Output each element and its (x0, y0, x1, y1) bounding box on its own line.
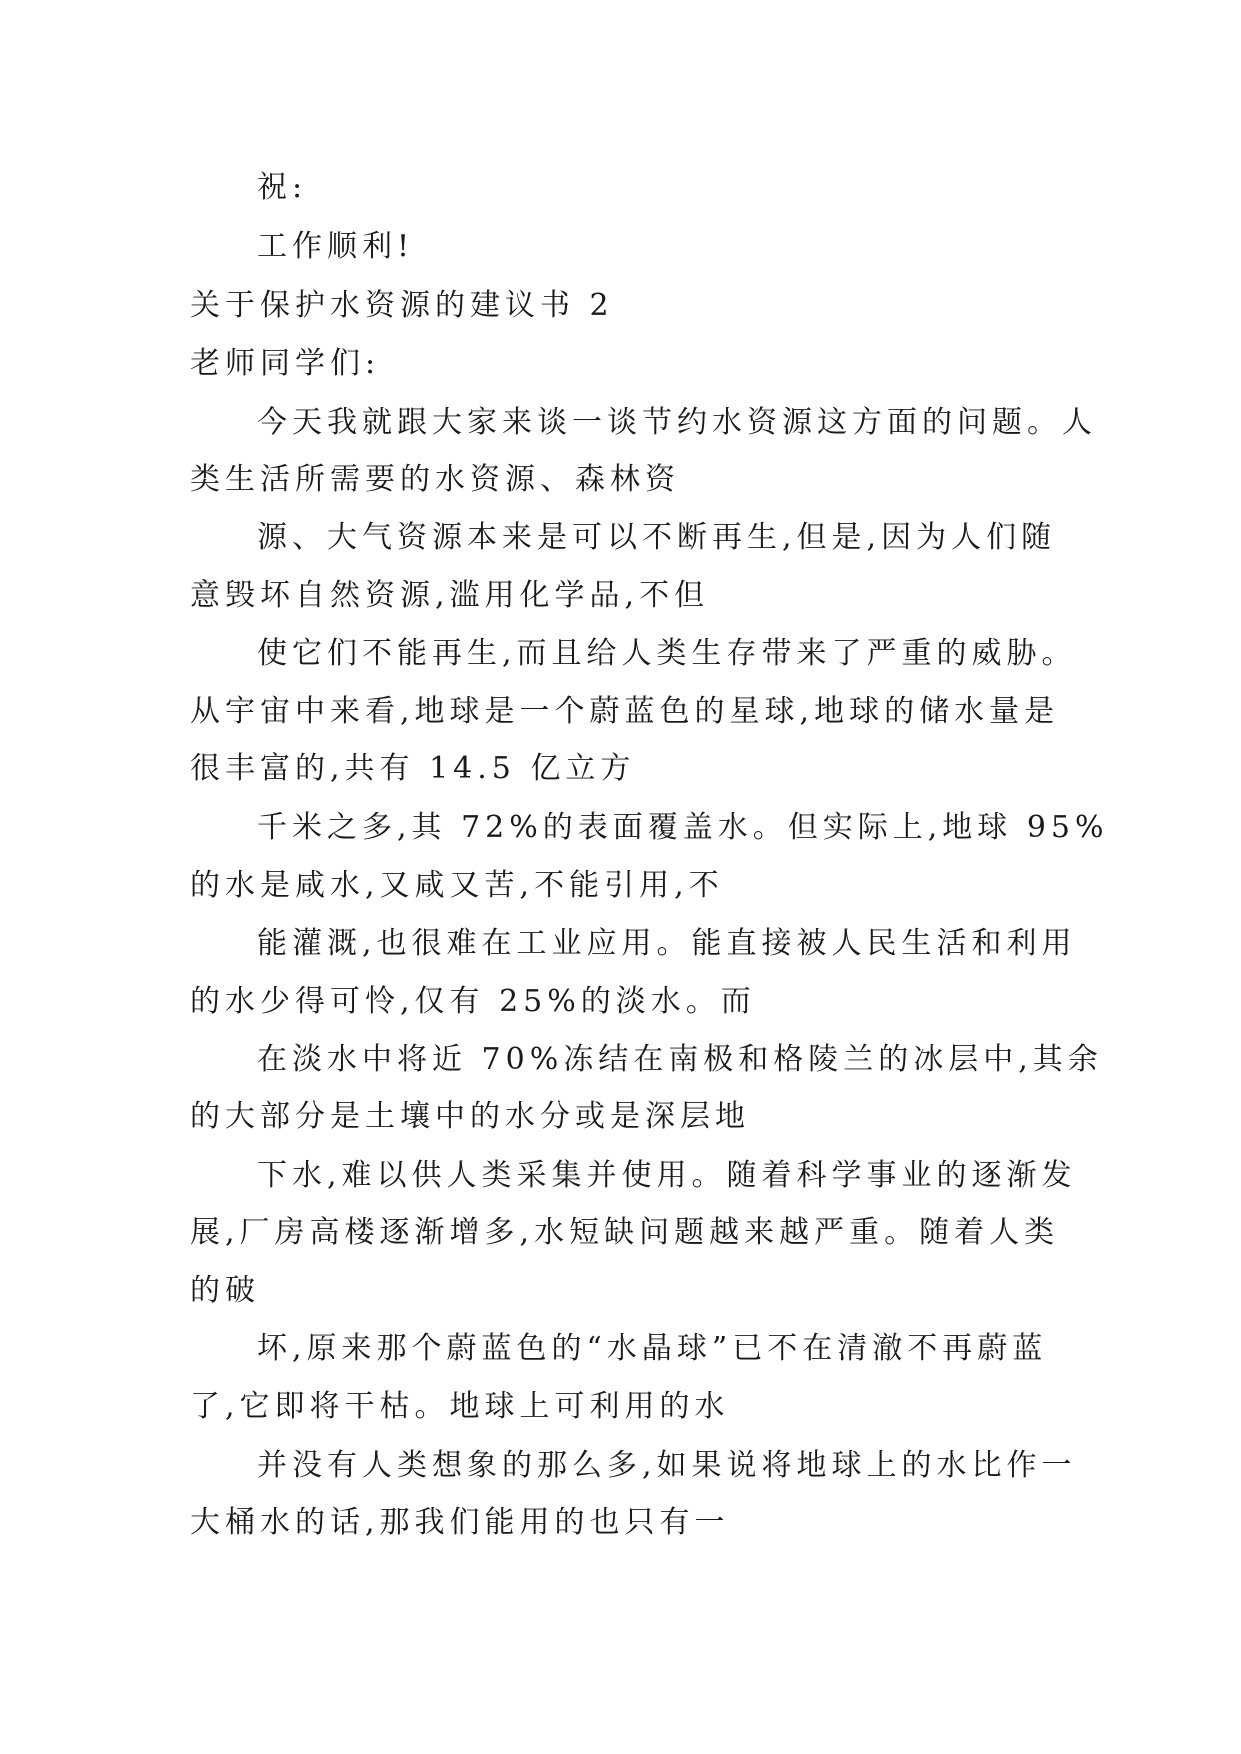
paragraph-line: 大桶水的话,那我们能用的也只有一 (190, 1505, 730, 1540)
paragraph-line: 的水少得可怜,仅有 25%的淡水。而 (190, 984, 756, 1019)
paragraph-line: 在淡水中将近 70%冻结在南极和格陵兰的冰层中,其余 (257, 1042, 1103, 1077)
paragraph-line: 坏,原来那个蔚蓝色的“水晶球”已不在清澈不再蔚蓝 (257, 1331, 1048, 1366)
paragraph-line: 的破 (190, 1273, 260, 1308)
paragraph-line: 了,它即将干枯。地球上可利用的水 (190, 1389, 730, 1424)
paragraph-line: 很丰富的,共有 14.5 亿立方 (190, 751, 636, 786)
paragraph-line: 使它们不能再生,而且给人类生存带来了严重的威胁。 (257, 636, 1077, 671)
paragraph-line: 下水,难以供人类采集并使用。随着科学事业的逐渐发 (257, 1158, 1077, 1193)
paragraph-line: 展,厂房高楼逐渐增多,水短缺问题越来越严重。随着人类 (190, 1215, 1060, 1250)
paragraph-line: 千米之多,其 72%的表面覆盖水。但实际上,地球 95% (257, 810, 1109, 845)
paragraph-line: 意毁坏自然资源,滥用化学品,不但 (190, 578, 710, 613)
paragraph-line: 今天我就跟大家来谈一谈节约水资源这方面的问题。人 (257, 405, 1097, 440)
paragraph-line: 源、大气资源本来是可以不断再生,但是,因为人们随 (257, 520, 1057, 555)
paragraph-line: 并没有人类想象的那么多,如果说将地球上的水比作一 (257, 1448, 1077, 1483)
paragraph-line: 能灌溉,也很难在工业应用。能直接被人民生活和利用 (257, 926, 1077, 961)
paragraph-line: 类生活所需要的水资源、森林资 (190, 462, 680, 497)
paragraph-line: 的水是咸水,又咸又苦,不能引用,不 (190, 868, 724, 903)
greeting: 老师同学们: (190, 346, 381, 381)
paragraph-line: 的大部分是土壤中的水分或是深层地 (190, 1099, 750, 1134)
closing-salutation: 祝: (257, 170, 308, 205)
paragraph-line: 从宇宙中来看,地球是一个蔚蓝色的星球,地球的储水量是 (190, 694, 1060, 729)
closing-wish: 工作顺利! (257, 229, 415, 264)
section-title: 关于保护水资源的建议书 2 (190, 288, 614, 323)
